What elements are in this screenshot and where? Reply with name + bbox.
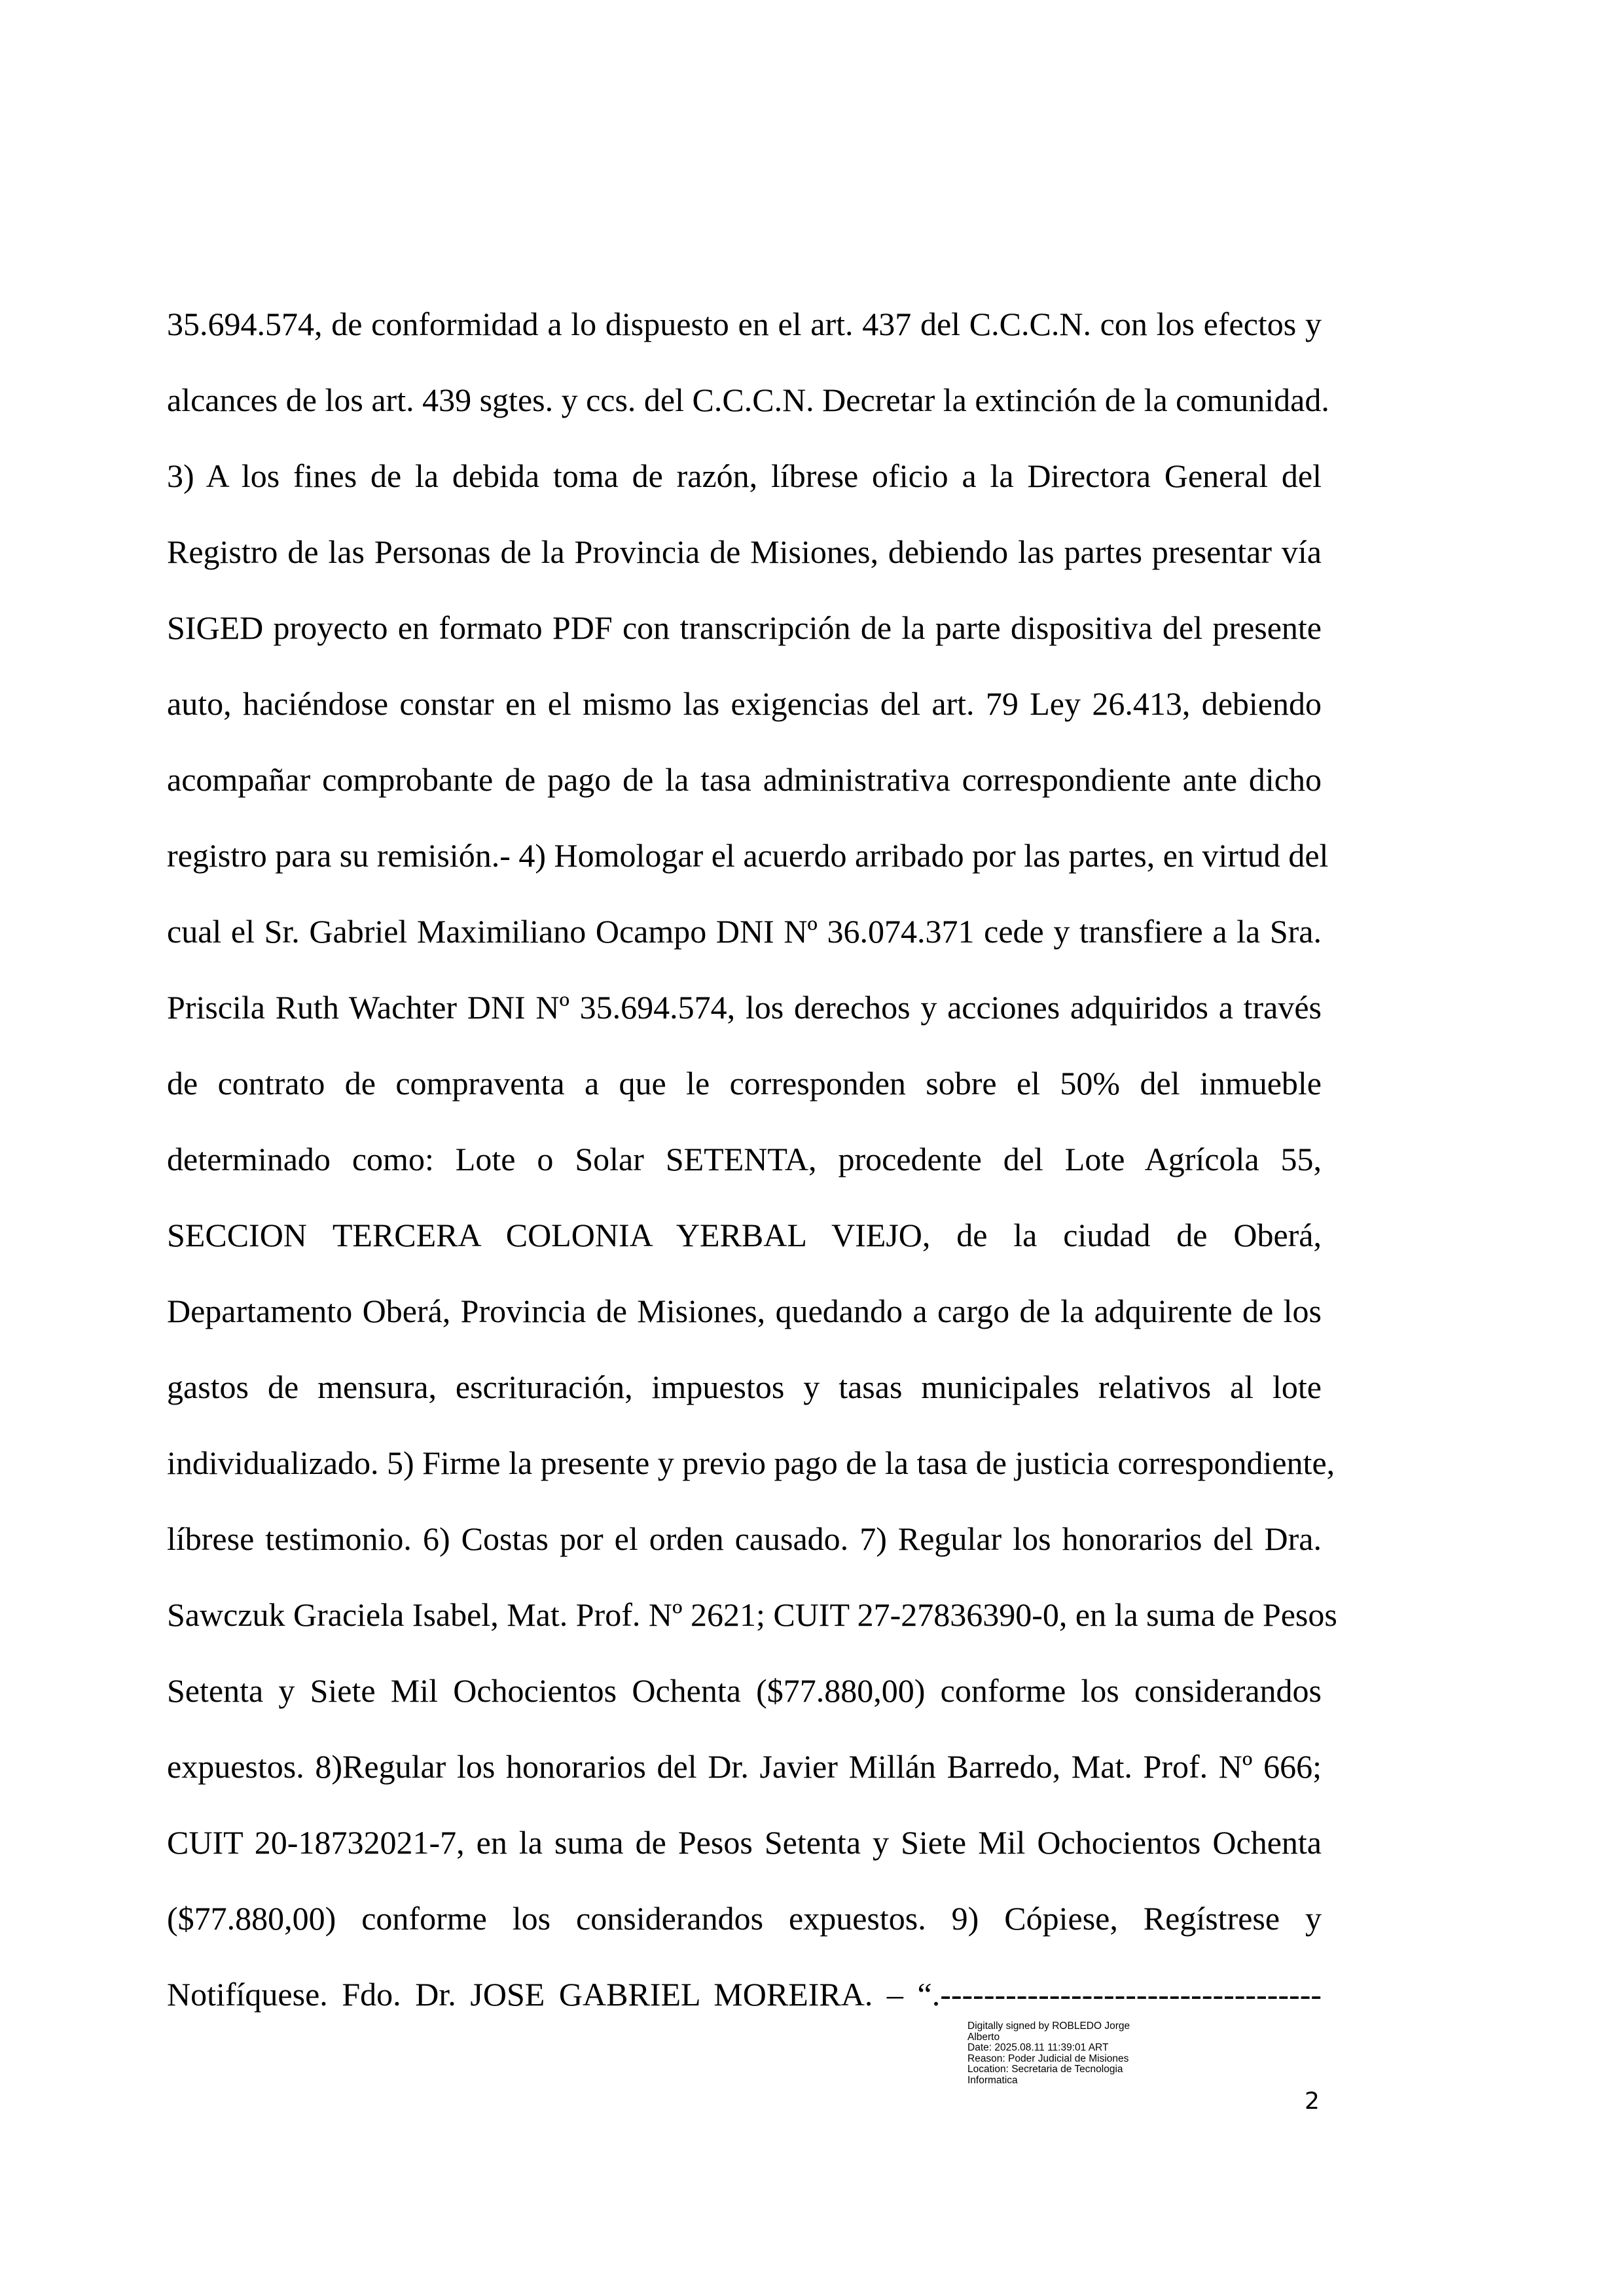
signature-line: Digitally signed by ROBLEDO Jorge <box>967 2020 1130 2032</box>
signature-line: Alberto <box>967 2031 1000 2043</box>
text-line: Setenta y Siete Mil Ochocientos Ochenta ($77.880,00) conforme los considerandos <box>167 1672 1322 1709</box>
text-line: de contrato de compraventa a que le corresponden sobre el 50% del inmueble <box>167 1065 1322 1102</box>
text-line: expuestos. 8)Regular los honorarios del Dr. Javier Millán Barredo, Mat. Prof. Nº 666; <box>167 1748 1322 1785</box>
page-number: 2 <box>1305 2088 1320 2115</box>
text-line: Priscila Ruth Wachter DNI Nº 35.694.574, los derechos y acciones adquiridos a través <box>167 989 1322 1026</box>
text-line: SECCION TERCERA COLONIA YERBAL VIEJO, de la ciudad de Oberá, <box>167 1217 1322 1253</box>
text-line: auto, haciéndose constar en el mismo las exigencias del art. 79 Ley 26.413, debiendo <box>167 685 1322 722</box>
text-line: gastos de mensura, escrituración, impuestos y tasas municipales relativos al lote <box>167 1369 1322 1405</box>
digital-signature-block <box>967 2021 1130 2086</box>
text-line: individualizado. 5) Firme la presente y previo pago de la tasa de justicia correspondiente, <box>167 1444 1335 1481</box>
text-line: Departamento Oberá, Provincia de Misiones, quedando a cargo de la adquirente de los <box>167 1293 1322 1329</box>
text-line: determinado como: Lote o Solar SETENTA, procedente del Lote Agrícola 55, <box>167 1141 1322 1177</box>
document-body <box>167 302 1337 2049</box>
text-line: acompañar comprobante de pago de la tasa administrativa correspondiente ante dicho <box>167 761 1322 798</box>
text-line: 35.694.574, de conformidad a lo dispuesto en el art. 437 del C.C.C.N. con los efectos y <box>167 306 1322 342</box>
signature-line: Date: 2025.08.11 11:39:01 ART <box>967 2042 1109 2053</box>
text-line: 3) A los fines de la debida toma de razón, líbrese oficio a la Directora General del <box>167 457 1322 494</box>
text-line: Notifíquese. Fdo. Dr. JOSE GABRIEL MOREIRA. – “.----------------------------------- <box>167 1976 1322 2013</box>
text-line: Registro de las Personas de la Provincia de Misiones, debiendo las partes presentar vía <box>167 533 1322 570</box>
text-line: registro para su remisión.- 4) Homologar el acuerdo arribado por las partes, en virtud del <box>167 837 1329 874</box>
text-line: Sawczuk Graciela Isabel, Mat. Prof. Nº 2621; CUIT 27-27836390-0, en la suma de Pesos <box>167 1596 1337 1633</box>
text-line: ($77.880,00) conforme los considerandos expuestos. 9) Cópiese, Regístrese y <box>167 1900 1322 1937</box>
text-line: SIGED proyecto en formato PDF con transcripción de la parte dispositiva del presente <box>167 609 1322 646</box>
text-line: líbrese testimonio. 6) Costas por el orden causado. 7) Regular los honorarios del Dra. <box>167 1520 1322 1557</box>
text-line: cual el Sr. Gabriel Maximiliano Ocampo DNI Nº 36.074.371 cede y transfiere a la Sra. <box>167 913 1322 950</box>
text-line: CUIT 20-18732021-7, en la suma de Pesos Setenta y Siete Mil Ochocientos Ochenta <box>167 1824 1322 1861</box>
signature-line: Location: Secretaria de Tecnologia <box>967 2064 1123 2075</box>
signature-line: Reason: Poder Judicial de Misiones <box>967 2053 1129 2064</box>
text-line: alcances de los art. 439 sgtes. y ccs. del C.C.C.N. Decretar la extinción de la comunidad. <box>167 382 1329 418</box>
signature-line: Informatica <box>967 2074 1018 2086</box>
